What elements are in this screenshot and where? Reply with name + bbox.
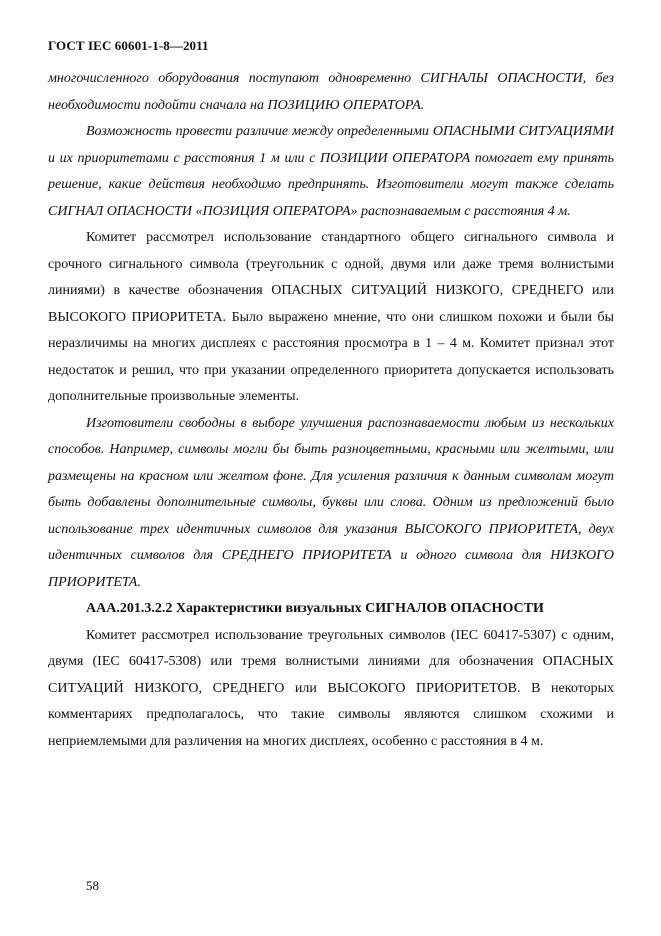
paragraph-continuation: многочисленного оборудования поступают одновременно СИГНАЛЫ ОПАСНОСТИ, без необходимости подойти сначала на ПОЗИЦИЮ ОПЕРАТОРА. bbox=[48, 71, 614, 113]
paragraph-triangle-symbols: Комитет рассмотрел использование треугольных символов (IEC 60417-5307) с одним, двумя (IEC 60417-5308) или тремя волнистыми линиями для обозначения ОПАСНЫХ СИТУАЦИЙ НИЗКОГО, СРЕДНЕГО или ВЫСОКОГО ПРИОРИТЕТОВ. В некоторых комментариях предполагалось, что такие символы являются слишком схожими и неприемлемыми для различения на многих дисплеях, особенно с расстояния в 4 м. bbox=[48, 627, 614, 749]
section-heading: AAA.201.3.2.2 Характеристики визуальных СИГНАЛОВ ОПАСНОСТИ bbox=[86, 601, 544, 616]
paragraph-manufacturers-options: Изготовители свободны в выборе улучшения распознаваемости любым из нескольких способов. Например, символы могли бы быть разноцветными, красными или желтыми, или размещены на красном или желтом фоне. Для усиления различия к данным символам могут быть добавлены дополнительные символы, буквы или слова. Одним из предложений было использование трех идентичных символов для указания ВЫСОКОГО ПРИОРИТЕТА, двух идентичных символов для СРЕДНЕГО ПРИОРИТЕТА и одного символа для НИЗКОГО ПРИОРИТЕТА. bbox=[48, 415, 614, 590]
document-body bbox=[48, 66, 614, 755]
page-number: 58 bbox=[86, 878, 99, 893]
document-header: ГОСТ IEC 60601-1-8—2011 bbox=[48, 38, 209, 53]
paragraph-priority-distance: Возможность провести различие между определенными ОПАСНЫМИ СИТУАЦИЯМИ и их приоритетами с расстояния 1 м или с ПОЗИЦИИ ОПЕРАТОРА помогает ему принять решение, какие действия необходимо предпринять. Изготовители могут также сделать СИГНАЛ ОПАСНОСТИ «ПОЗИЦИЯ ОПЕРАТОРА» распознаваемым с расстояния 4 м. bbox=[48, 124, 614, 219]
paragraph-committee-symbols: Комитет рассмотрел использование стандартного общего сигнального символа и срочного сигнального символа (треугольник с одной, двумя или даже тремя волнистыми линиями) в качестве обозначения ОПАСНЫХ СИТУАЦИЙ НИЗКОГО, СРЕДНЕГО или ВЫСОКОГО ПРИОРИТЕТА. Было выражено мнение, что они слишком похожи и были бы неразличимы на многих дисплеях с расстояния просмотра в 1 – 4 м. Комитет признал этот недостаток и решил, что при указании определенного приоритета допускается использовать дополнительные произвольные элементы. bbox=[48, 230, 614, 404]
